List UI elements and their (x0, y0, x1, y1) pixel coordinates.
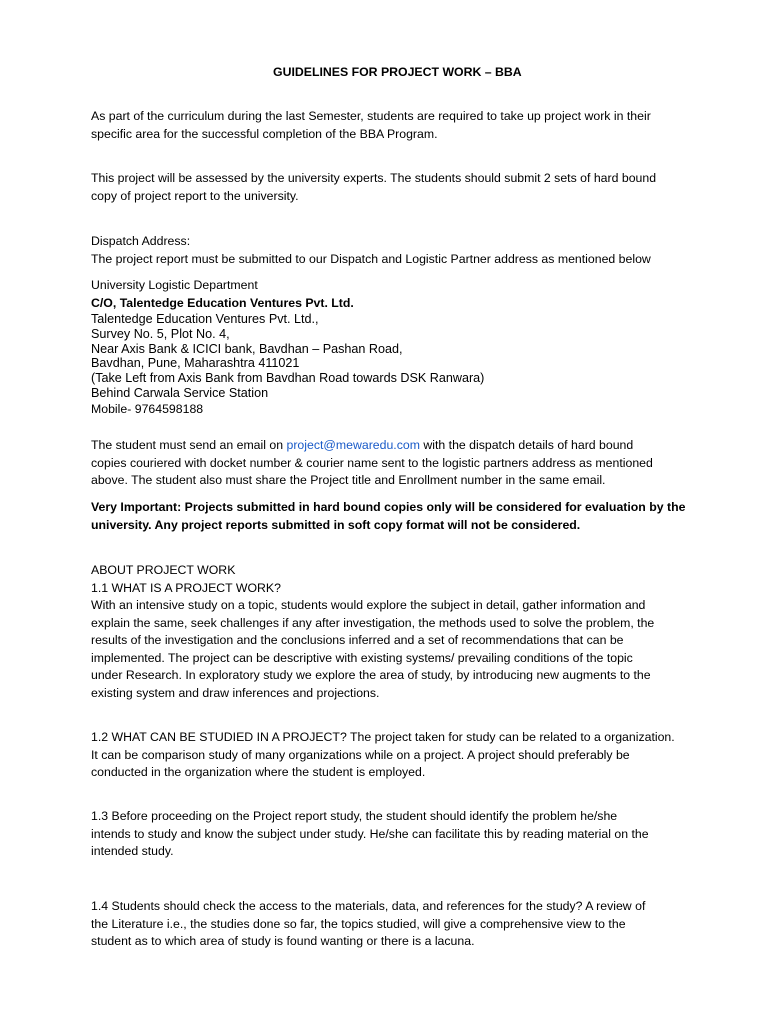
assessment-line: This project will be assessed by the university experts. The students should submit 2 sets of hard bound (91, 171, 657, 185)
section-1-2 (91, 729, 691, 782)
section-1-4-line: the Literature i.e., the studies done so far, the topics studied, will give a comprehensive view to the (91, 916, 626, 931)
section-1-4-line: 1.4 Students should check the access to the materials, data, and references for the study? A review of (91, 899, 646, 913)
address-dept: University Logistic Department (91, 278, 258, 292)
about-subheading: 1.1 WHAT IS A PROJECT WORK? (91, 580, 281, 595)
dispatch-section (91, 233, 691, 268)
address-block (91, 312, 691, 401)
important-note (91, 499, 691, 534)
section-1-3-line: intends to study and know the subject under study. He/she can facilitate this by reading material on the (91, 826, 649, 841)
about-line: implemented. The project can be descriptive with existing systems/ prevailing conditions of the topic (91, 650, 633, 665)
about-section (91, 562, 691, 702)
email-paragraph (91, 437, 691, 490)
about-line: results of the investigation and the conclusions inferred and a set of recommendations that can be (91, 633, 624, 647)
section-1-2-line: conducted in the organization where the student is employed. (91, 765, 426, 779)
assessment-paragraph (91, 170, 691, 205)
section-1-2-line: It can be comparison study of many organizations while on a project. A project should preferably be (91, 747, 630, 762)
dispatch-address (91, 277, 691, 418)
section-1-3 (91, 808, 691, 861)
section-1-4 (91, 898, 691, 951)
section-1-2-text: The project taken for study can be related to a organization. (346, 730, 675, 744)
intro-line: As part of the curriculum during the last Semester, students are required to take up project work in their (91, 109, 651, 123)
section-1-3-line: 1.3 Before proceeding on the Project report study, the student should identify the problem he/she (91, 809, 618, 823)
intro-line: specific area for the successful completion of the BBA Program. (91, 126, 438, 141)
email-line (91, 437, 691, 455)
address-mobile: Mobile- 9764598188 (91, 401, 204, 416)
dispatch-text: The project report must be submitted to our Dispatch and Logistic Partner address as mentioned below (91, 251, 651, 266)
address-line: (Take Left from Axis Bank from Bavdhan Road towards DSK Ranwara) (91, 371, 485, 386)
email-text-before: The student must send an email on (91, 438, 287, 452)
important-line: university. Any project reports submitted in soft copy format will not be considered. (91, 517, 581, 532)
about-line: explain the same, seek challenges if any after investigation, the methods used to solve the problem, the (91, 615, 655, 630)
email-line: above. The student also must share the Project title and Enrollment number in the same email. (91, 473, 606, 487)
document-title: GUIDELINES FOR PROJECT WORK – BBA (273, 65, 522, 79)
address-line: Bavdhan, Pune, Maharashtra 411021 (91, 356, 300, 371)
email-link[interactable]: project@mewaredu.com (286, 438, 420, 452)
intro-paragraph (91, 108, 691, 143)
address-line: Talentedge Education Ventures Pvt. Ltd., (91, 312, 319, 326)
about-line: under Research. In exploratory study we explore the area of study, by introducing new augments to the (91, 668, 651, 682)
dispatch-heading: Dispatch Address: (91, 234, 191, 248)
about-line: With an intensive study on a topic, students would explore the subject in detail, gather information and (91, 598, 646, 612)
section-1-2-line (91, 729, 691, 747)
email-line: copies couriered with docket number & courier name sent to the logistic partners address as mentioned (91, 455, 653, 470)
about-heading: ABOUT PROJECT WORK (91, 563, 236, 577)
about-line: existing system and draw inferences and projections. (91, 685, 380, 700)
address-line: Near Axis Bank & ICICI bank, Bavdhan – Pashan Road, (91, 341, 403, 356)
important-line: Very Important: Projects submitted in hard bound copies only will be considered for evaluation by the (91, 500, 686, 514)
section-1-4-line: student as to which area of study is found wanting or there is a lacuna. (91, 934, 475, 948)
address-care-of: C/O, Talentedge Education Ventures Pvt. Ltd. (91, 295, 354, 310)
section-1-2-label: 1.2 WHAT CAN BE STUDIED IN A PROJECT? (91, 730, 347, 744)
section-1-3-line: intended study. (91, 844, 174, 858)
address-line: Survey No. 5, Plot No. 4, (91, 326, 230, 341)
assessment-line: copy of project report to the university. (91, 188, 299, 203)
address-line: Behind Carwala Service Station (91, 385, 269, 400)
email-text-after: with the dispatch details of hard bound (419, 438, 634, 452)
